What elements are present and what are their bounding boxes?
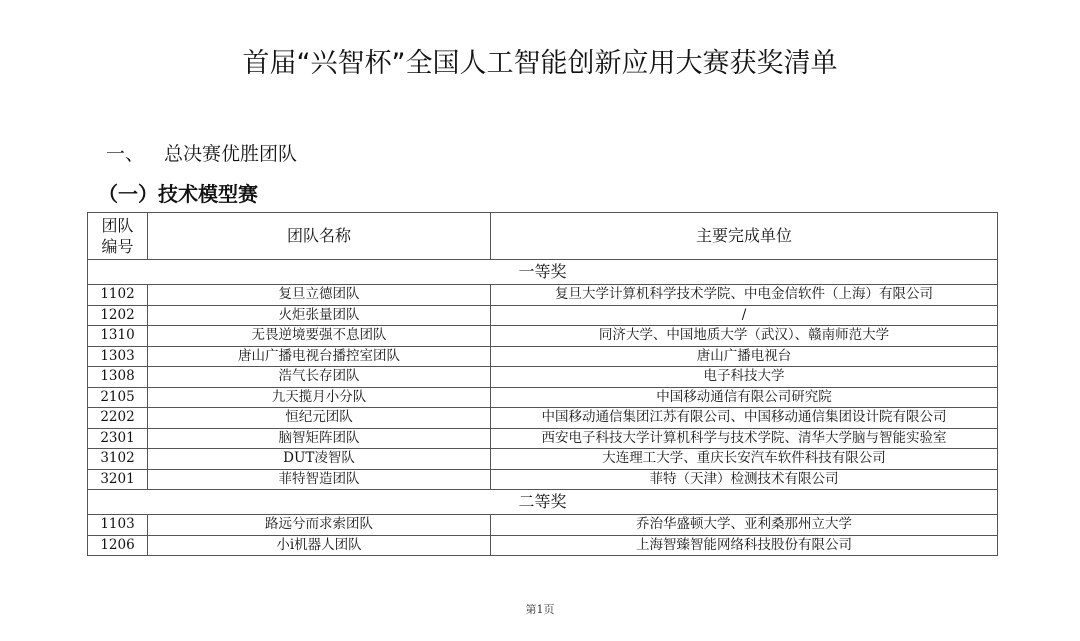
team-unit: 菲特（天津）检测技术有限公司 (491, 469, 998, 490)
team-name: 唐山广播电视台播控室团队 (148, 346, 491, 367)
table-header-row (88, 213, 998, 260)
team-unit: 上海智臻智能网络科技股份有限公司 (491, 535, 998, 556)
table-row (88, 449, 998, 470)
team-id: 3102 (88, 449, 148, 470)
team-id: 1103 (88, 515, 148, 536)
section-title: 总决赛优胜团队 (164, 143, 298, 165)
team-unit: 唐山广播电视台 (491, 346, 998, 367)
header-team-name: 团队名称 (148, 213, 491, 260)
team-unit: 中国移动通信集团江苏有限公司、中国移动通信集团设计院有限公司 (491, 408, 998, 429)
team-unit: 西安电子科技大学计算机科学与技术学院、清华大学脑与智能实验室 (491, 428, 998, 449)
team-name: 脑智矩阵团队 (148, 428, 491, 449)
table-row (88, 305, 998, 326)
team-name: 九天揽月小分队 (148, 387, 491, 408)
team-id: 1202 (88, 305, 148, 326)
team-name: 小i机器人团队 (148, 535, 491, 556)
header-team-id-line2: 编号 (101, 237, 134, 256)
team-name: 火炬张量团队 (148, 305, 491, 326)
table-row (88, 387, 998, 408)
table-row (88, 408, 998, 429)
team-id: 2301 (88, 428, 148, 449)
table-row (88, 535, 998, 556)
table-row (88, 428, 998, 449)
team-name: 复旦立德团队 (148, 285, 491, 306)
table-row (88, 285, 998, 306)
team-unit: 大连理工大学、重庆长安汽车软件科技有限公司 (491, 449, 998, 470)
table-row (88, 326, 998, 347)
award-group-second-prize (88, 490, 998, 515)
team-name: DUT凌智队 (148, 449, 491, 470)
team-id: 2202 (88, 408, 148, 429)
header-team-id-line1: 团队 (101, 216, 134, 235)
team-unit: 复旦大学计算机科学技术学院、中电金信软件（上海）有限公司 (491, 285, 998, 306)
section-heading (106, 141, 297, 167)
table-row (88, 515, 998, 536)
table-row (88, 346, 998, 367)
table-row (88, 367, 998, 388)
team-id: 2105 (88, 387, 148, 408)
team-name: 无畏逆境要强不息团队 (148, 326, 491, 347)
team-unit: 电子科技大学 (491, 367, 998, 388)
team-name: 浩气长存团队 (148, 367, 491, 388)
subsection-heading: （一）技术模型赛 (98, 182, 258, 206)
team-id: 1308 (88, 367, 148, 388)
award-group-label: 二等奖 (88, 490, 998, 515)
page-number: 第1页 (525, 603, 555, 616)
awards-table (87, 212, 998, 556)
award-group-label: 一等奖 (88, 260, 998, 285)
team-unit: / (491, 305, 998, 326)
team-unit: 同济大学、中国地质大学（武汉）、赣南师范大学 (491, 326, 998, 347)
header-team-id (88, 213, 148, 260)
team-name: 菲特智造团队 (148, 469, 491, 490)
document-title: 首届“兴智杯”全国人工智能创新应用大赛获奖清单 (242, 48, 838, 79)
team-name: 恒纪元团队 (148, 408, 491, 429)
team-unit: 乔治华盛顿大学、亚利桑那州立大学 (491, 515, 998, 536)
award-group-first-prize (88, 260, 998, 285)
team-unit: 中国移动通信有限公司研究院 (491, 387, 998, 408)
table-row (88, 469, 998, 490)
section-number: 一、 (106, 143, 145, 165)
team-id: 1206 (88, 535, 148, 556)
header-main-unit: 主要完成单位 (491, 213, 998, 260)
team-name: 路远兮而求索团队 (148, 515, 491, 536)
team-id: 1102 (88, 285, 148, 306)
team-id: 1310 (88, 326, 148, 347)
team-id: 1303 (88, 346, 148, 367)
team-id: 3201 (88, 469, 148, 490)
